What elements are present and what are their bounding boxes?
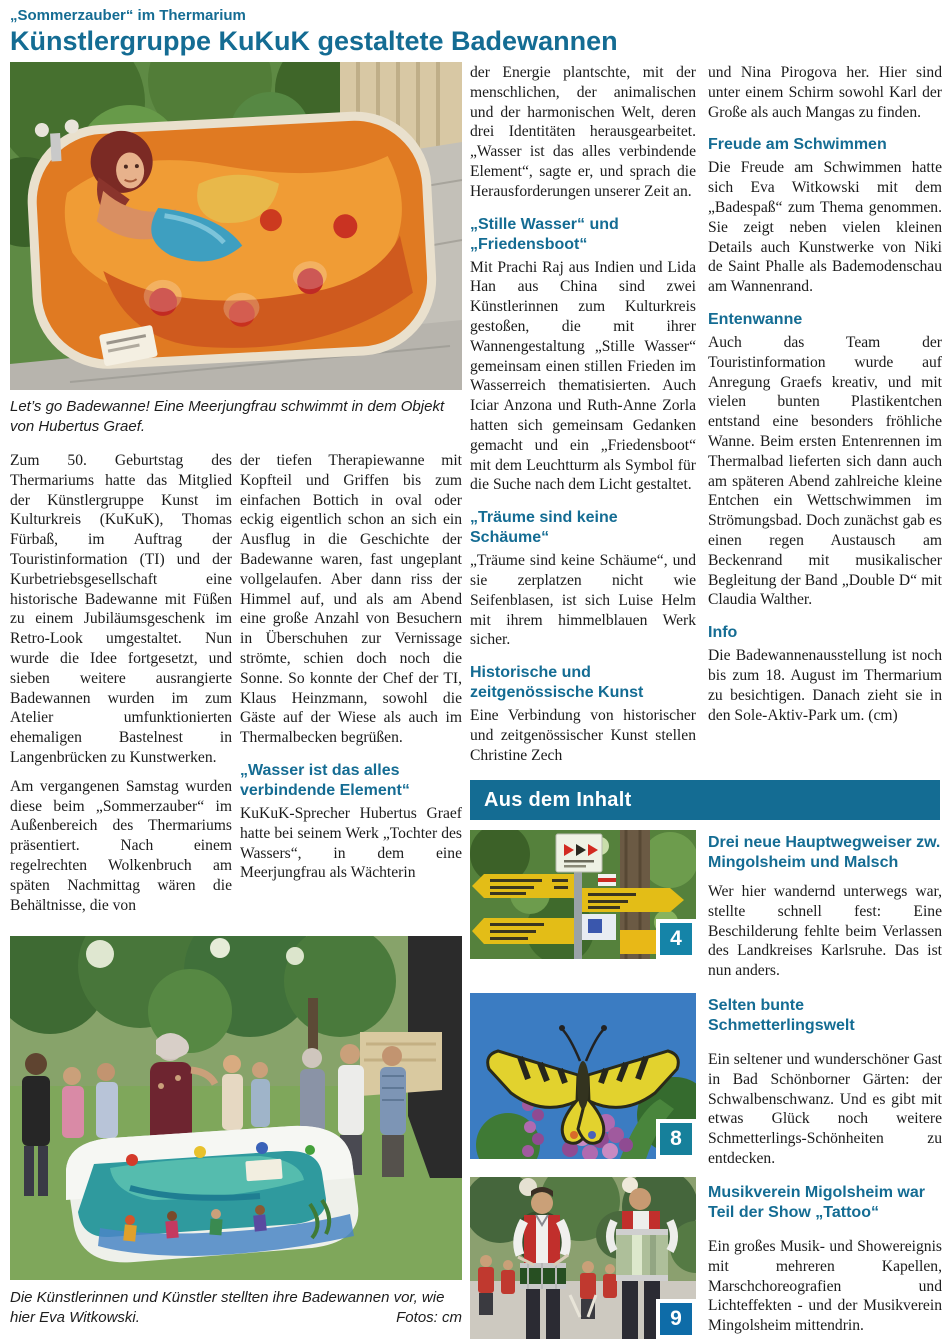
marching-band-photo <box>470 1177 696 1339</box>
text-column-1 <box>10 451 232 924</box>
white-bathtub <box>66 1126 358 1262</box>
article-paragraph: Mit Prachi Raj aus Indien und Lida Han aus China sind zwei Künstlerinnen zum Kulturkreis gestoßen, die mit ihrer Wannengestaltung „Stille Wasser“ gemeinsam einen stillen Frieden im Wasserreich thematisierten. Auch Iciar Anzona und Ruth-Anne Zorla hatten sich gemeinsam Gedanken gemacht und ein „Friedensboot“ mit dem Leuchtturm als Symbol für die Suche nach dem Licht gestaltet. <box>470 258 696 494</box>
page-number-badge: 4 <box>656 919 696 959</box>
subheading: „Wasser ist das alles verbindende Element“ <box>240 761 410 799</box>
painted-bathtub-illustration <box>10 62 462 390</box>
painted-bathtub-photo <box>10 62 462 390</box>
article-paragraph: und Nina Pirogova her. Hier sind unter einem Schirm sowohl Karl der Große als auch Mangas zu finden. <box>708 64 942 121</box>
subheading: Historische und zeitgenössische Kunst <box>470 664 644 702</box>
inhalt-item-heading: Drei neue Hauptwegweiser zw. Mingolsheim und Malsch <box>708 834 941 871</box>
bottom-photo-caption <box>10 1288 462 1328</box>
article-paragraph: der tiefen Therapiewanne mit Kopfteil und Griffen bis zum einfachen Bottich in oval oder eckig eigentlich schon an sich ein Ausflug in die Geschichte der Badewanne waren, fast ungeplant vollgelaufen. Aber dann riss der Himmel auf, und als am Abend eine große Anzahl von Besuchern in Überschuhen zur Vernissage strömte, schien doch noch die Sonne. So konnte der Chef der TI, Klaus Heinzmann, sowohl die Gäste auf der Wiese als auch im Thermalbecken begrüßen. <box>240 452 462 747</box>
text-column-3 <box>470 63 696 775</box>
photo-credit: Fotos: cm <box>396 1309 462 1326</box>
article-paragraph: Die Freude am Schwimmen hatte sich Eva Witkowski mit dem „Badespaß“ zum Thema genommen. Sie zeigt neben vielen kleinen Details auch Kunstwerke von Niki de Saint Phalle als Bademodenschau am Wannenrand. <box>708 159 942 296</box>
text-column-4 <box>708 63 942 734</box>
vernissage-photo <box>10 936 462 1280</box>
signpost-photo <box>470 830 696 959</box>
aus-dem-inhalt-banner: Aus dem Inhalt <box>470 780 940 820</box>
bottom-caption-text: Die Künstlerinnen und Künstler stellten ihre Badewannen vor, wie hier Eva Witkowski. <box>10 1289 445 1326</box>
page-number-badge: 8 <box>656 1119 696 1159</box>
inhalt-item-text: Wer hier wandernd unterwegs war, stellte schnell fest: Eine Beschilderung fehlte beim Verlassen des Landkreises Karlsruhe. Das ist nun anders. <box>708 883 942 980</box>
article-paragraph: Am vergangenen Samstag wurden diese beim „Sommerzauber“ im Außenbereich des Thermariums präsentiert. Nach einem regelrechten Wolkenbruch am späten Nachmittag wären die Behältnisse, die von <box>10 777 232 914</box>
text-column-2 <box>240 451 462 892</box>
subheading: Info <box>708 624 738 642</box>
inhalt-item-2 <box>708 996 942 1169</box>
inhalt-item-text: Ein großes Musik- und Showereignis mit mehreren Kapellen, Marschchoreografien und Lichteffekten - und der Musikverein Mingolsheim mittendrin. <box>708 1238 942 1335</box>
inhalt-item-text: Ein seltener und wunderschöner Gast in Bad Schönborner Gärten: der Schwalbenschwanz. Und es gibt mit etwas Glück noch weitere Schmetterlings-Schönheiten zu entdecken. <box>708 1051 942 1167</box>
article-paragraph: Zum 50. Geburtstag des Thermariums hatte das Mitglied der Künstlergruppe Kunst im Kulturkreis (KuKuK), Thomas Fürbaß, im Auftrag der Touristinformation (TI) und der Kurbetriebsgesellschaft eine historische Badewanne mit Füßen zu einem Jubiläumsgeschenk im Retro-Look umgestaltet. Nun wurde die Idee fortgesetzt, und sieben weitere ausrangierte Badewannen wurden im zum Atelier umfunktionierten ehemaligen Bastelnest in Langenbrücken zu Kunstwerken. <box>10 452 232 766</box>
subheading: „Träume sind keine Schäume“ <box>470 509 618 547</box>
main-photo-caption: Let’s go Badewanne! Eine Meerjungfrau schwimmt in dem Objekt von Hubertus Graef. <box>10 398 445 435</box>
butterfly-photo <box>470 993 696 1159</box>
page-title: Künstlergruppe KuKuK gestaltete Badewannen <box>10 26 618 56</box>
article-paragraph: Auch das Team der Touristinformation wurde auf Anregung Graefs kreativ, und mit vielen bunten Plastikentchen entstand eine besonders fröhliche Wanne. Beim ersten Entenrennen im Thermalbad lieferten sich dann auch am späteren Abend zahlreiche kleine Entchen ein Wettschwimmen im Strömungsbad. Doch zunächst gab es einen regen Austausch am Beckenrand mit musikalischer Begleitung der Band „Double D“ mit Claudia Walther. <box>708 333 942 609</box>
article-paragraph: der Energie plantschte, mit der menschlichen, der animalischen und der harmonischen Welt, deren drei Identitäten herausgearbeitet. „Wasser ist das alles verbindende Element“, sagte er, und sprach die Herausforderungen unserer Zeit an. <box>470 64 696 200</box>
inhalt-item-1 <box>708 833 942 981</box>
kicker: „Sommerzauber“ im Thermarium <box>10 7 246 24</box>
inhalt-item-3 <box>708 1183 942 1336</box>
article-paragraph: „Träume sind keine Schäume“, und sie zerplatzen nicht wie Seifenblasen, ist sich Luise Helm mit ihrem himmelblauen Werk sicher. <box>470 552 696 649</box>
vernissage-illustration <box>10 936 462 1280</box>
inhalt-item-heading: Selten bunte Schmetterlingswelt <box>708 997 855 1034</box>
subheading: Entenwanne <box>708 310 803 328</box>
inhalt-item-heading: Musikverein Migolsheim war Teil der Show „Tattoo“ <box>708 1184 925 1221</box>
article-paragraph: KuKuK-Sprecher Hubertus Graef hatte bei seinem Werk „Tochter des Wassers“, in dem eine Meerjungfrau als Wächterin <box>240 804 462 882</box>
article-paragraph: Eine Verbindung von historischer und zeitgenössischer Kunst stellen Christine Zech <box>470 707 696 764</box>
page-number-badge: 9 <box>656 1299 696 1339</box>
subheading: „Stille Wasser“ und „Friedensboot“ <box>470 215 619 253</box>
article-paragraph: Die Badewannenausstellung ist noch bis zum 18. August im Thermarium zu besichtigen. Danach zieht sie in den Sole-Aktiv-Park um. (cm) <box>708 647 942 724</box>
subheading: Freude am Schwimmen <box>708 136 887 154</box>
